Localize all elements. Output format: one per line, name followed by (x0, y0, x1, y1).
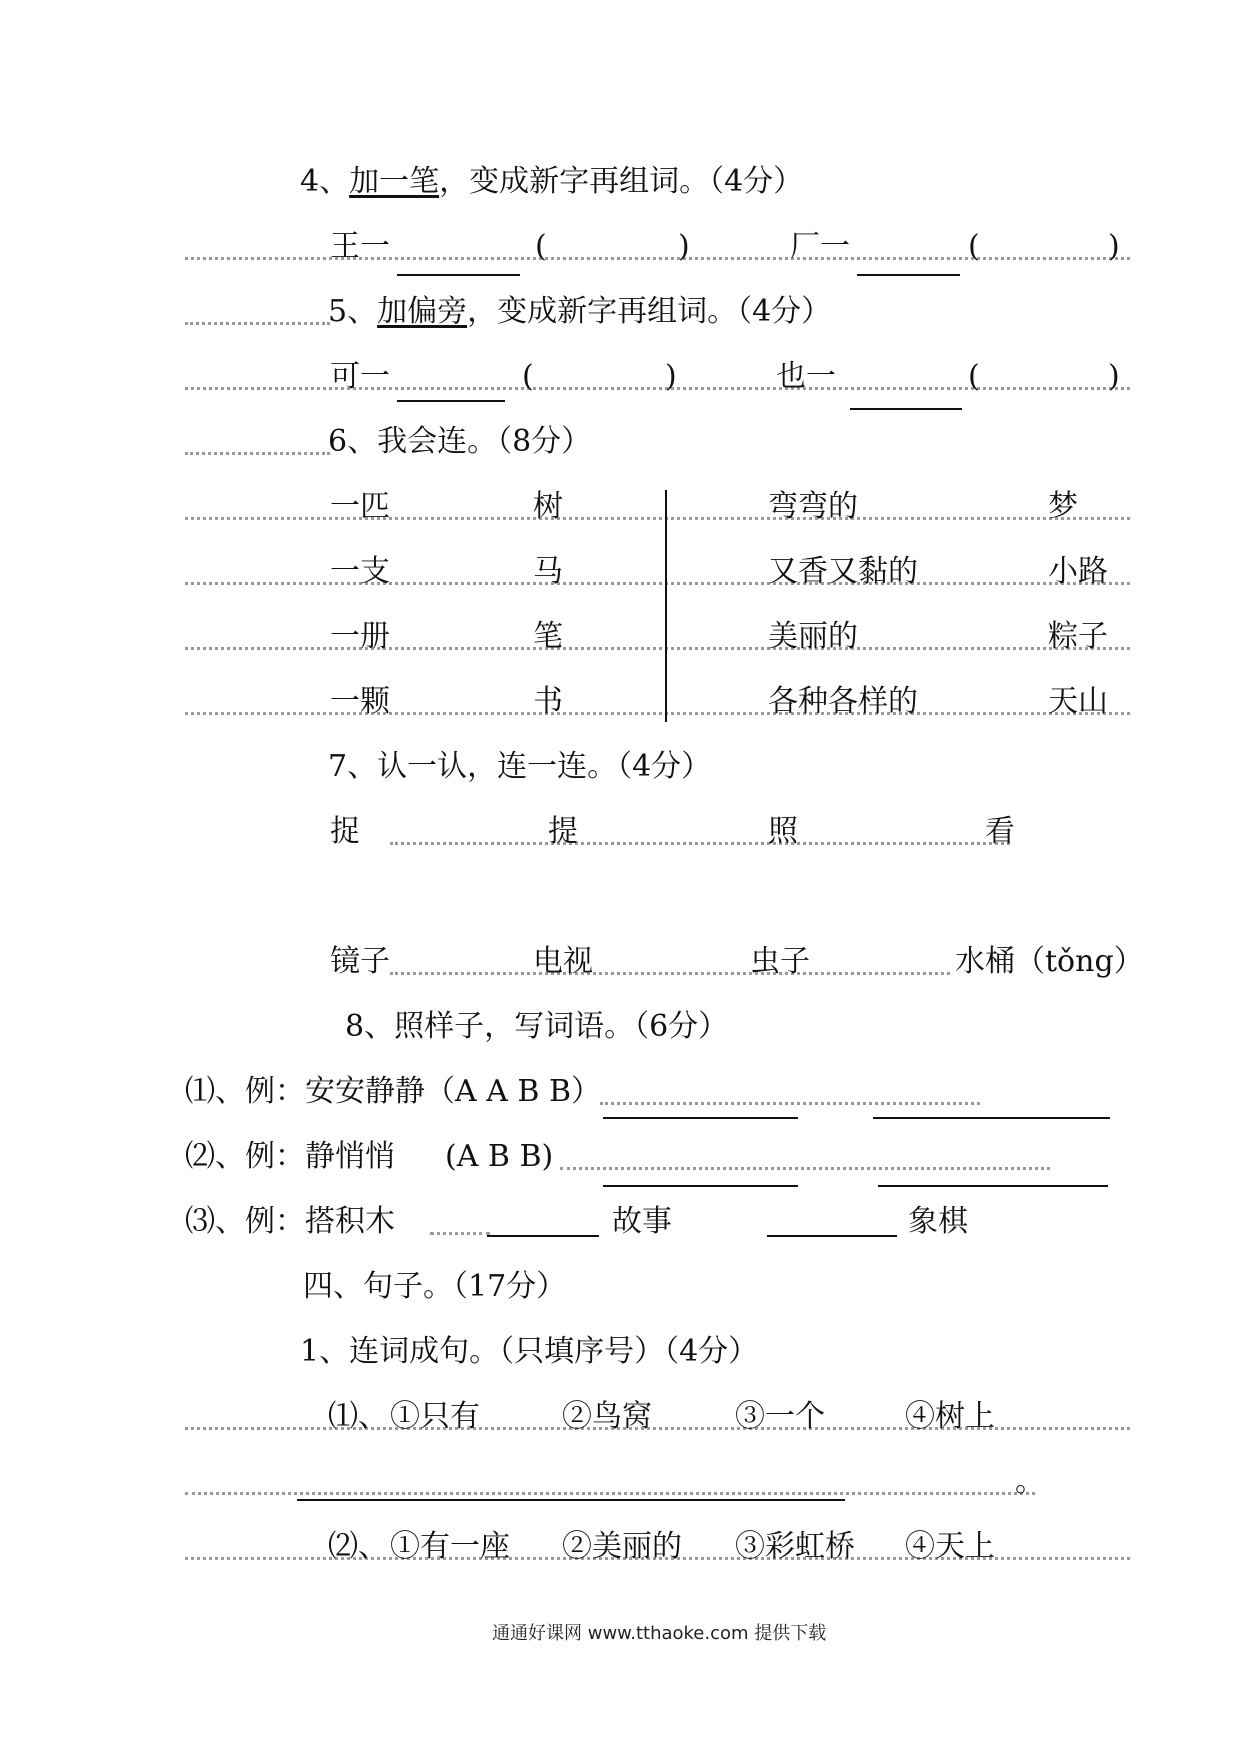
q6-right-noun: 小路 (1048, 554, 1108, 589)
q7-object: 水桶（tǒng） (955, 944, 1144, 979)
s1-label: ⑴、 (328, 1399, 388, 1434)
dotted-guide (600, 1102, 980, 1105)
section-4-q1-title: 1、连词成句。（只填序号）（4分） (300, 1334, 759, 1369)
q7-object: 虫子 (750, 944, 810, 979)
q5-item-2-char: 也一 (776, 359, 836, 394)
open-paren: ( (522, 359, 534, 394)
question-8-title: 8、照样子，写词语。（6分） (345, 1009, 729, 1044)
section-4-heading: 四、句子。（17分） (303, 1269, 567, 1304)
close-paren: ) (665, 359, 677, 394)
footer-source: 通通好课网 www.tthaoke.com 提供下载 (492, 1623, 827, 1644)
q6-left-noun: 树 (533, 489, 563, 524)
q7-object: 镜子 (330, 944, 390, 979)
q8-example-1: ⑴、例：安安静静（A A B B） (185, 1074, 602, 1109)
dotted-guide (185, 387, 1130, 390)
s1-word: ①只有 (390, 1399, 480, 1434)
question-instruction: ，变成新字再组词。（4分） (439, 164, 804, 199)
q8-ex2-blank-2[interactable] (878, 1185, 1108, 1187)
s2-word: ③彩虹桥 (735, 1529, 855, 1564)
q6-left-quantifier: 一颗 (330, 684, 390, 719)
dotted-guide (185, 322, 330, 325)
s1-answer-blank[interactable] (297, 1499, 845, 1501)
dotted-guide (185, 647, 1130, 650)
question-6-title: 6、我会连。（8分） (328, 424, 592, 459)
q8-example-2-pattern: (A B B) (445, 1139, 554, 1174)
close-paren: ) (1108, 359, 1120, 394)
q7-verb: 提 (548, 814, 578, 849)
q8-example-3: ⑶、例：搭积木 (185, 1204, 395, 1239)
q7-verb: 捉 (330, 814, 360, 849)
q8-ex3-blank-2[interactable] (767, 1235, 897, 1237)
q8-ex3-word-2: 象棋 (908, 1204, 968, 1239)
dotted-guide (390, 842, 1010, 845)
s2-word: ①有一座 (390, 1529, 510, 1564)
dotted-guide (185, 452, 330, 455)
q6-left-noun: 笔 (533, 619, 563, 654)
q8-ex3-blank-1[interactable] (487, 1235, 599, 1237)
s2-word: ②美丽的 (562, 1529, 682, 1564)
q5-item-2-blank[interactable] (850, 408, 962, 410)
q7-object: 电视 (533, 944, 593, 979)
q6-left-quantifier: 一支 (330, 554, 390, 589)
dotted-guide (185, 582, 1130, 585)
question-number: 4、 (300, 164, 350, 199)
q8-example-2: ⑵、例：静悄悄 (185, 1139, 395, 1174)
underlined-instruction: 加偏旁 (377, 294, 468, 329)
q8-ex3-word-1: 故事 (612, 1204, 672, 1239)
q6-right-modifier: 弯弯的 (768, 489, 858, 524)
dotted-guide (185, 257, 1130, 260)
q6-right-noun: 天山 (1048, 684, 1108, 719)
question-4-title (300, 162, 803, 202)
s1-word: ④树上 (905, 1399, 995, 1434)
q7-verb: 看 (985, 814, 1015, 849)
open-paren: ( (968, 229, 980, 264)
dotted-guide (390, 972, 950, 975)
close-paren: ) (678, 229, 690, 264)
open-paren: ( (535, 229, 547, 264)
dotted-guide (185, 712, 1130, 715)
question-number: 5、 (328, 294, 378, 329)
q8-ex1-blank-1[interactable] (603, 1117, 798, 1119)
s1-word: ②鸟窝 (562, 1399, 652, 1434)
dotted-guide (185, 517, 1130, 520)
q8-ex2-blank-1[interactable] (603, 1185, 798, 1187)
q6-right-modifier: 美丽的 (768, 619, 858, 654)
question-instruction: ，变成新字再组词。（4分） (467, 294, 832, 329)
q6-left-quantifier: 一册 (330, 619, 390, 654)
q6-right-noun: 粽子 (1048, 619, 1108, 654)
q4-item-2-char: 厂一 (790, 229, 850, 264)
s2-label: ⑵、 (328, 1529, 388, 1564)
q6-right-noun: 梦 (1048, 489, 1078, 524)
close-paren: ) (1108, 229, 1120, 264)
q6-left-quantifier: 一匹 (330, 489, 390, 524)
q4-item-1-blank[interactable] (397, 274, 520, 276)
underlined-instruction: 加一笔 (349, 164, 440, 199)
q4-item-1-char: 王一 (330, 229, 390, 264)
open-paren: ( (968, 359, 980, 394)
dotted-guide (430, 1232, 490, 1235)
q8-ex1-blank-2[interactable] (873, 1117, 1110, 1119)
q6-left-noun: 马 (533, 554, 563, 589)
q5-item-1-char: 可一 (330, 359, 390, 394)
question-5-title (328, 292, 831, 332)
q6-left-noun: 书 (533, 684, 563, 719)
dotted-guide (560, 1167, 1050, 1170)
q5-item-1-blank[interactable] (397, 400, 505, 402)
q6-right-modifier: 各种各样的 (768, 684, 918, 719)
s1-word: ③一个 (735, 1399, 825, 1434)
s1-period: 。 (1015, 1464, 1045, 1499)
column-divider (665, 490, 667, 722)
q7-verb: 照 (768, 814, 798, 849)
dotted-guide (185, 1492, 1035, 1495)
q4-item-2-blank[interactable] (857, 274, 960, 276)
q6-right-modifier: 又香又黏的 (768, 554, 918, 589)
question-7-title: 7、认一认，连一连。（4分） (328, 749, 712, 784)
s2-word: ④天上 (905, 1529, 995, 1564)
